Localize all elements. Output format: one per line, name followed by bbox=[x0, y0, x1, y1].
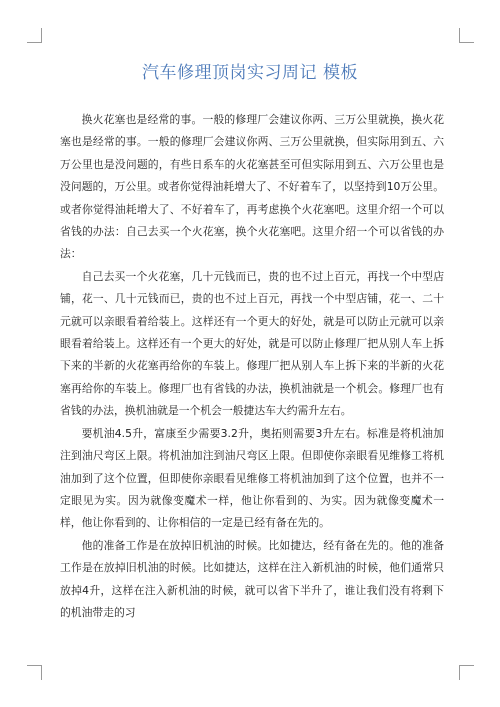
crop-mark-bottom-right bbox=[459, 665, 474, 680]
document-title: 汽车修理顶岗实习周记 模板 bbox=[142, 63, 358, 83]
crop-mark-top-right bbox=[459, 28, 474, 43]
paragraph-4: 他的准备工作是在放掉旧机油的时候。比如捷达，经有备在先的。他的准备工作是在放掉旧机油的时候。比如捷达，这样在注入新机油的时候，他们通常只放掉4升，这样在注入新机油的时候，就可以省下半升了，谁让我们没有将剩下的机油带走的习 bbox=[60, 538, 444, 619]
paragraph-1: 换火花塞也是经常的事。一般的修理厂会建议你两、三万公里就换，换火花塞也是经常的事。一般的修理厂会建议你两、三万公里就换，但实际用到五、六万公里也是没问题的，有些日系车的火花塞甚至可但实际用到五、六万公里也是没问题的，万公里。或者你觉得油耗增大了、不好着车了，以坚持到10万公里。或者你觉得油耗增大了、不好着车了，再考虑换个火花塞吧。这里介绍一个可以省钱的办法：自己去买一个火花塞，换个火花塞吧。这里介绍一个可以省钱的办法： bbox=[60, 113, 444, 261]
paragraph-2: 自己去买一个火花塞，几十元钱而已，贵的也不过上百元，再找一个中型店铺，花一、几十元钱而已，贵的也不过上百元，再找一个中型店铺，花一、二十元就可以亲眼看着给装上。这样还有一个更大的好处，就是可以防止元就可以亲眼看着给装上。这样还有一个更大的好处，就是可以防止修理厂把从别人车上拆下来的半新的火花塞再给你的车装上。修理厂把从别人车上拆下来的半新的火花塞再给你的车装上。修理厂也有省钱的办法，换机油就是一个机会。修理厂也有省钱的办法，换机油就是一个机会一般捷达车大约需升左右。 bbox=[60, 269, 444, 418]
crop-mark-top-left bbox=[27, 28, 42, 43]
document-body bbox=[60, 109, 444, 624]
paragraph-3: 要机油4.5升，富康至少需要3.2升，奥拓则需要3升左右。标准是将机油加注到油尺弯区上限。将机油加注到油尺弯区上限。但即使你亲眼看见维修工将机油加到了这个位置，但即使你亲眼看见维修工将机油加到了这个位置，也并不一定眼见为实。因为就像变魔术一样，他让你看到的、为实。因为就像变魔术一样，他让你看到的、让你相信的一定是已经有备在先的。 bbox=[60, 426, 444, 530]
crop-mark-bottom-left bbox=[27, 665, 42, 680]
